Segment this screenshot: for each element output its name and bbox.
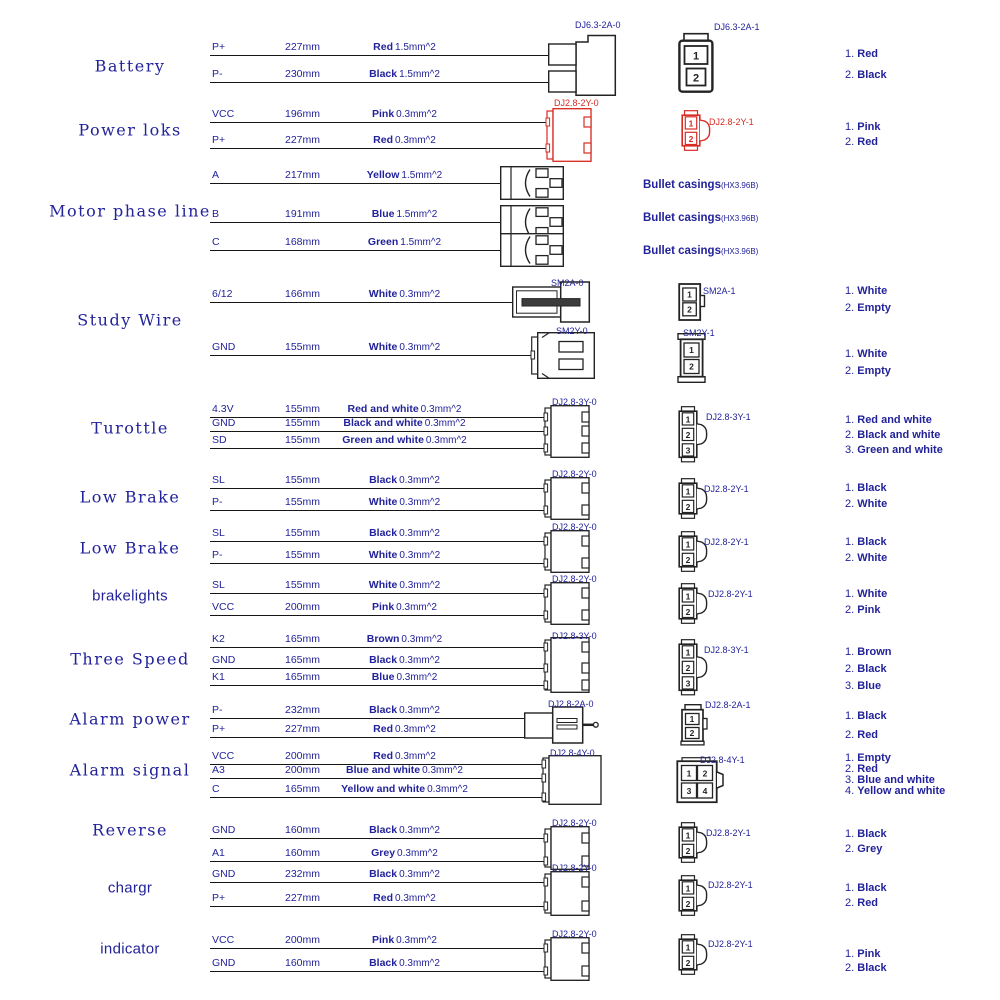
right-connector-label: DJ2.8-2Y-1 bbox=[708, 880, 753, 890]
wire-length-label: 165mm bbox=[284, 633, 320, 645]
wire-length-label: 155mm bbox=[284, 341, 320, 353]
left-connector-label: DJ2.8-3Y-0 bbox=[552, 397, 597, 407]
left-connector-label: DJ6.3-2A-0 bbox=[575, 20, 621, 30]
pin-item: 1. White bbox=[845, 348, 888, 360]
svg-text:2: 2 bbox=[685, 502, 691, 513]
left-connector-icon bbox=[544, 530, 591, 573]
wire-line bbox=[210, 593, 544, 594]
right-connector-icon bbox=[681, 110, 711, 151]
svg-text:2: 2 bbox=[702, 768, 708, 779]
wire-length-label: 230mm bbox=[284, 68, 320, 80]
wire-length-label: 155mm bbox=[284, 403, 320, 415]
wire-line bbox=[210, 838, 544, 839]
wire-color-label: Black 1.5mm^2 bbox=[369, 68, 440, 80]
wire-name-label: GND bbox=[212, 417, 236, 429]
left-connector-icon bbox=[544, 477, 591, 520]
wire-color-label: Brown 0.3mm^2 bbox=[366, 633, 443, 645]
wire-name-label: SD bbox=[212, 434, 227, 446]
wire-line bbox=[210, 541, 544, 542]
wire-name-label: VCC bbox=[212, 108, 235, 120]
pin-item: 3. Blue bbox=[845, 680, 882, 692]
wire-length-label: 200mm bbox=[284, 750, 320, 762]
wire-length-label: 160mm bbox=[284, 957, 320, 969]
wire-line bbox=[210, 647, 544, 648]
wire-length-label: 155mm bbox=[284, 527, 320, 539]
wire-name-label: B bbox=[212, 208, 220, 220]
pin-item: 1. Red and white bbox=[845, 414, 932, 426]
wire-name-label: GND bbox=[212, 868, 236, 880]
left-connector-label: DJ2.8-2Y-0 bbox=[552, 522, 597, 532]
pin-item: 1. Brown bbox=[845, 646, 892, 658]
left-connector-label: DJ2.8-2Y-0 bbox=[552, 469, 597, 479]
wire-line bbox=[210, 448, 544, 449]
pin-item: 3. Green and white bbox=[845, 444, 943, 456]
wire-name-label: SL bbox=[212, 527, 225, 539]
svg-text:1: 1 bbox=[685, 942, 691, 953]
left-connector-icon bbox=[500, 166, 564, 200]
right-connector-icon bbox=[678, 934, 708, 975]
pin-list bbox=[845, 47, 887, 89]
wire-color-label: Black 0.3mm^2 bbox=[369, 527, 440, 539]
pin-item: 2. White bbox=[845, 552, 888, 564]
wire-name-label: P+ bbox=[212, 134, 226, 146]
wire-length-label: 165mm bbox=[284, 671, 320, 683]
svg-text:1: 1 bbox=[687, 289, 692, 300]
group-label: Reverse bbox=[92, 820, 168, 840]
left-connector-icon bbox=[544, 937, 591, 981]
svg-text:1: 1 bbox=[689, 714, 695, 724]
bullet-casing-label: Bullet casings(HX3.96B) bbox=[643, 179, 759, 191]
wire-length-label: 196mm bbox=[284, 108, 320, 120]
wire-color-label: Black 0.3mm^2 bbox=[369, 654, 440, 666]
wire-color-label: Black and white 0.3mm^2 bbox=[343, 417, 466, 429]
pin-list bbox=[845, 645, 891, 696]
wire-name-label: SL bbox=[212, 474, 225, 486]
group-label: indicator bbox=[100, 940, 160, 958]
right-connector-label: DJ2.8-4Y-1 bbox=[700, 755, 745, 765]
pin-item: 1. Black bbox=[845, 482, 887, 494]
left-connector-icon bbox=[544, 871, 591, 916]
svg-text:2: 2 bbox=[685, 430, 691, 441]
svg-text:2: 2 bbox=[685, 846, 691, 857]
right-connector-label: DJ2.8-2Y-1 bbox=[706, 828, 751, 838]
wire-length-label: 232mm bbox=[284, 868, 320, 880]
svg-text:1: 1 bbox=[685, 591, 691, 602]
pin-item: 4. Yellow and white bbox=[845, 785, 946, 797]
left-connector-label: SM2Y-0 bbox=[556, 326, 588, 336]
svg-text:1: 1 bbox=[689, 344, 694, 355]
pin-item: 1. Black bbox=[845, 536, 887, 548]
wire-line bbox=[210, 488, 544, 489]
wire-color-label: Green 1.5mm^2 bbox=[367, 236, 442, 248]
wire-color-label: Blue 1.5mm^2 bbox=[371, 208, 438, 220]
wire-name-label: C bbox=[212, 783, 220, 795]
wire-length-label: 155mm bbox=[284, 496, 320, 508]
wire-color-label: Red 0.3mm^2 bbox=[373, 723, 436, 735]
right-connector-icon bbox=[678, 822, 708, 863]
svg-text:1: 1 bbox=[692, 50, 700, 63]
wire-color-label: Black 0.3mm^2 bbox=[369, 474, 440, 486]
right-connector-label: DJ2.8-2Y-1 bbox=[708, 589, 753, 599]
right-connector-label: DJ2.8-3Y-1 bbox=[704, 645, 749, 655]
wire-length-label: 200mm bbox=[284, 601, 320, 613]
right-connector-label: SM2Y-1 bbox=[683, 328, 715, 338]
wire-length-label: 155mm bbox=[284, 474, 320, 486]
pin-item: 2. Grey bbox=[845, 843, 883, 855]
group-label: Study Wire bbox=[77, 310, 183, 330]
svg-text:2: 2 bbox=[685, 607, 691, 618]
wire-name-label: K1 bbox=[212, 671, 225, 683]
pin-item: 2. Red bbox=[845, 763, 879, 775]
svg-text:2: 2 bbox=[685, 899, 691, 910]
right-connector-icon bbox=[678, 282, 706, 322]
wire-line bbox=[210, 882, 544, 883]
pin-item: 2. Black bbox=[845, 962, 887, 974]
bullet-casing-label: Bullet casings(HX3.96B) bbox=[643, 245, 759, 257]
wire-length-label: 232mm bbox=[284, 704, 320, 716]
wire-line bbox=[210, 778, 542, 779]
wire-name-label: P- bbox=[212, 68, 223, 80]
right-connector-label: DJ2.8-2Y-1 bbox=[704, 484, 749, 494]
wire-line bbox=[210, 861, 544, 862]
wire-name-label: GND bbox=[212, 654, 236, 666]
wire-name-label: P- bbox=[212, 496, 223, 508]
svg-text:1: 1 bbox=[685, 486, 691, 497]
svg-text:2: 2 bbox=[689, 361, 694, 372]
wire-color-label: White 0.3mm^2 bbox=[368, 579, 441, 591]
wire-line bbox=[210, 82, 548, 83]
left-connector-label: DJ2.8-3Y-0 bbox=[552, 631, 597, 641]
wire-length-label: 155mm bbox=[284, 434, 320, 446]
group-label: Power loks bbox=[78, 120, 182, 140]
wire-line bbox=[210, 948, 544, 949]
svg-text:1: 1 bbox=[685, 647, 691, 658]
wire-line bbox=[210, 122, 546, 123]
left-connector-icon bbox=[542, 755, 603, 805]
pin-list bbox=[845, 753, 945, 797]
wire-length-label: 168mm bbox=[284, 236, 320, 248]
wire-line bbox=[210, 222, 500, 223]
wire-line bbox=[210, 183, 500, 184]
wire-length-label: 160mm bbox=[284, 824, 320, 836]
svg-text:4: 4 bbox=[702, 786, 708, 796]
pin-item: 1. Pink bbox=[845, 948, 881, 960]
wire-line bbox=[210, 302, 512, 303]
wire-line bbox=[210, 510, 544, 511]
pin-item: 2. Black bbox=[845, 663, 887, 675]
wire-length-label: 166mm bbox=[284, 288, 320, 300]
right-connector-label: DJ2.8-2Y-1 bbox=[709, 117, 754, 127]
group-label: Battery bbox=[94, 56, 166, 76]
left-connector-label: DJ2.8-2Y-0 bbox=[552, 863, 597, 873]
wire-line bbox=[210, 685, 544, 686]
svg-text:1: 1 bbox=[685, 883, 691, 894]
wire-color-label: Pink 0.3mm^2 bbox=[371, 934, 437, 946]
wire-length-label: 217mm bbox=[284, 169, 320, 181]
wire-name-label: GND bbox=[212, 824, 236, 836]
svg-text:3: 3 bbox=[685, 445, 691, 456]
wire-name-label: C bbox=[212, 236, 220, 248]
svg-text:1: 1 bbox=[685, 414, 691, 425]
pin-item: 3. Blue and white bbox=[845, 774, 935, 786]
wire-length-label: 227mm bbox=[284, 723, 320, 735]
wire-color-label: Red 1.5mm^2 bbox=[373, 41, 436, 53]
wire-color-label: Red and white 0.3mm^2 bbox=[347, 403, 462, 415]
left-connector-icon bbox=[531, 332, 595, 379]
wire-color-label: White 0.3mm^2 bbox=[368, 341, 441, 353]
group-label: Alarm signal bbox=[69, 760, 191, 780]
pin-item: 2. Pink bbox=[845, 604, 881, 616]
left-connector-icon bbox=[524, 705, 602, 745]
right-connector-label: DJ2.8-2Y-1 bbox=[708, 939, 753, 949]
right-connector-label: DJ2.8-2A-1 bbox=[705, 700, 751, 710]
wire-color-label: Red 0.3mm^2 bbox=[373, 134, 436, 146]
svg-text:3: 3 bbox=[685, 678, 691, 689]
pin-item: 2. Empty bbox=[845, 302, 891, 314]
group-label: chargr bbox=[107, 879, 153, 897]
right-connector-label: DJ6.3-2A-1 bbox=[714, 22, 760, 32]
pin-item: 1. Empty bbox=[845, 752, 891, 764]
svg-text:2: 2 bbox=[692, 72, 700, 85]
wire-color-label: Pink 0.3mm^2 bbox=[371, 601, 437, 613]
pin-item: 1. Pink bbox=[845, 121, 881, 133]
pin-item: 2. Red bbox=[845, 729, 879, 741]
left-connector-icon bbox=[544, 582, 591, 625]
wire-line bbox=[210, 971, 544, 972]
wire-name-label: P+ bbox=[212, 723, 226, 735]
group-label: Motor phase line bbox=[49, 201, 211, 221]
wire-name-label: K2 bbox=[212, 633, 225, 645]
svg-text:2: 2 bbox=[689, 728, 695, 738]
svg-text:3: 3 bbox=[686, 786, 692, 796]
pin-item: 1. Black bbox=[845, 882, 887, 894]
pin-item: 2. Black bbox=[845, 69, 887, 81]
left-connector-label: DJ2.8-2Y-0 bbox=[552, 818, 597, 828]
wire-length-label: 227mm bbox=[284, 134, 320, 146]
right-connector-icon bbox=[678, 406, 708, 463]
left-connector-label: DJ2.8-2Y-0 bbox=[552, 929, 597, 939]
pin-list bbox=[845, 120, 880, 150]
wire-name-label: P- bbox=[212, 549, 223, 561]
svg-text:1: 1 bbox=[688, 118, 694, 129]
wire-line bbox=[210, 250, 500, 251]
group-label: Alarm power bbox=[69, 709, 191, 729]
wire-line bbox=[210, 615, 544, 616]
pin-item: 2. Red bbox=[845, 136, 879, 148]
wire-line bbox=[210, 718, 524, 719]
wire-length-label: 191mm bbox=[284, 208, 320, 220]
wire-color-label: White 0.3mm^2 bbox=[368, 288, 441, 300]
wire-name-label: P+ bbox=[212, 892, 226, 904]
wire-color-label: White 0.3mm^2 bbox=[368, 496, 441, 508]
left-connector-label: DJ2.8-4Y-0 bbox=[550, 748, 595, 758]
wire-length-label: 227mm bbox=[284, 892, 320, 904]
wire-color-label: Black 0.3mm^2 bbox=[369, 704, 440, 716]
wire-name-label: 6/12 bbox=[212, 288, 233, 300]
left-connector-icon bbox=[548, 34, 616, 96]
svg-text:2: 2 bbox=[685, 555, 691, 566]
right-connector-label: DJ2.8-2Y-1 bbox=[704, 537, 749, 547]
wire-length-label: 165mm bbox=[284, 654, 320, 666]
wire-length-label: 200mm bbox=[284, 934, 320, 946]
wire-name-label: VCC bbox=[212, 601, 235, 613]
wire-color-label: Blue and white 0.3mm^2 bbox=[346, 764, 463, 776]
right-connector-icon bbox=[678, 33, 714, 93]
wire-color-label: Green and white 0.3mm^2 bbox=[342, 434, 467, 446]
pin-list bbox=[845, 827, 887, 857]
wire-name-label: P+ bbox=[212, 41, 226, 53]
svg-text:2: 2 bbox=[685, 663, 691, 674]
wire-color-label: Pink 0.3mm^2 bbox=[371, 108, 437, 120]
svg-text:2: 2 bbox=[688, 134, 694, 145]
wire-color-label: Yellow and white 0.3mm^2 bbox=[341, 783, 468, 795]
wire-color-label: Red 0.3mm^2 bbox=[373, 892, 436, 904]
svg-text:1: 1 bbox=[686, 768, 692, 779]
wire-name-label: 4.3V bbox=[212, 403, 234, 415]
wire-color-label: Blue 0.3mm^2 bbox=[371, 671, 438, 683]
wire-length-label: 155mm bbox=[284, 549, 320, 561]
wire-length-label: 155mm bbox=[284, 417, 320, 429]
right-connector-label: DJ2.8-3Y-1 bbox=[706, 412, 751, 422]
wire-color-label: Black 0.3mm^2 bbox=[369, 824, 440, 836]
wire-name-label: GND bbox=[212, 341, 236, 353]
left-connector-icon bbox=[544, 405, 591, 458]
pin-list bbox=[845, 709, 887, 747]
pin-item: 1. White bbox=[845, 285, 888, 297]
wire-color-label: Red 0.3mm^2 bbox=[373, 750, 436, 762]
pin-item: 1. Red bbox=[845, 48, 879, 60]
right-connector-icon bbox=[678, 875, 708, 916]
wire-name-label: A1 bbox=[212, 847, 225, 859]
pin-item: 1. Black bbox=[845, 710, 887, 722]
pin-list bbox=[845, 481, 887, 513]
right-connector-icon bbox=[678, 583, 708, 624]
right-connector-icon bbox=[676, 333, 708, 383]
wire-name-label: VCC bbox=[212, 934, 235, 946]
wire-line bbox=[210, 148, 546, 149]
pin-list bbox=[845, 947, 887, 975]
wire-name-label: SL bbox=[212, 579, 225, 591]
wire-color-label: Grey 0.3mm^2 bbox=[371, 847, 438, 859]
pin-list bbox=[845, 535, 887, 567]
pin-list bbox=[845, 347, 891, 381]
wire-color-label: Yellow 1.5mm^2 bbox=[366, 169, 443, 181]
right-connector-icon bbox=[680, 704, 708, 746]
pin-list bbox=[845, 413, 943, 458]
group-label: Low Brake bbox=[79, 487, 181, 507]
group-label: Three Speed bbox=[70, 649, 190, 669]
left-connector-label: DJ2.8-2Y-0 bbox=[552, 574, 597, 584]
wire-name-label: GND bbox=[212, 957, 236, 969]
pin-list bbox=[845, 587, 887, 619]
wire-color-label: White 0.3mm^2 bbox=[368, 549, 441, 561]
wire-name-label: VCC bbox=[212, 750, 235, 762]
wire-length-label: 165mm bbox=[284, 783, 320, 795]
wire-length-label: 200mm bbox=[284, 764, 320, 776]
wire-name-label: A3 bbox=[212, 764, 225, 776]
group-label: brakelights bbox=[92, 587, 168, 605]
left-connector-label: DJ2.8-2Y-0 bbox=[554, 98, 599, 108]
wire-line bbox=[210, 737, 524, 738]
wire-line bbox=[210, 906, 544, 907]
wire-line bbox=[210, 797, 542, 798]
wire-color-label: Black 0.3mm^2 bbox=[369, 868, 440, 880]
pin-item: 1. Black bbox=[845, 828, 887, 840]
wire-line bbox=[210, 355, 531, 356]
svg-text:2: 2 bbox=[687, 304, 692, 315]
pin-item: 2. White bbox=[845, 498, 888, 510]
svg-text:1: 1 bbox=[685, 539, 691, 550]
group-label: Turottle bbox=[91, 418, 169, 438]
wire-line bbox=[210, 55, 548, 56]
pin-list bbox=[845, 284, 891, 318]
pin-item: 2. Red bbox=[845, 897, 879, 909]
wire-line bbox=[210, 431, 544, 432]
wire-length-label: 155mm bbox=[284, 579, 320, 591]
left-connector-icon bbox=[544, 637, 591, 693]
pin-item: 2. Empty bbox=[845, 365, 891, 377]
wire-length-label: 227mm bbox=[284, 41, 320, 53]
left-connector-label: SM2A-0 bbox=[551, 278, 584, 288]
left-connector-icon bbox=[500, 233, 564, 267]
bullet-casing-label: Bullet casings(HX3.96B) bbox=[643, 212, 759, 224]
left-connector-icon bbox=[546, 108, 593, 162]
wire-color-label: Black 0.3mm^2 bbox=[369, 957, 440, 969]
svg-text:2: 2 bbox=[685, 958, 691, 969]
wire-line bbox=[210, 563, 544, 564]
group-label: Low Brake bbox=[79, 538, 181, 558]
wire-name-label: P- bbox=[212, 704, 223, 716]
right-connector-label: SM2A-1 bbox=[703, 286, 736, 296]
wire-name-label: A bbox=[212, 169, 220, 181]
pin-item: 1. White bbox=[845, 588, 888, 600]
wire-length-label: 160mm bbox=[284, 847, 320, 859]
wire-line bbox=[210, 668, 544, 669]
left-connector-label: DJ2.8-2A-0 bbox=[548, 699, 594, 709]
pin-list bbox=[845, 881, 887, 911]
pin-item: 2. Black and white bbox=[845, 429, 941, 441]
svg-text:1: 1 bbox=[685, 830, 691, 841]
